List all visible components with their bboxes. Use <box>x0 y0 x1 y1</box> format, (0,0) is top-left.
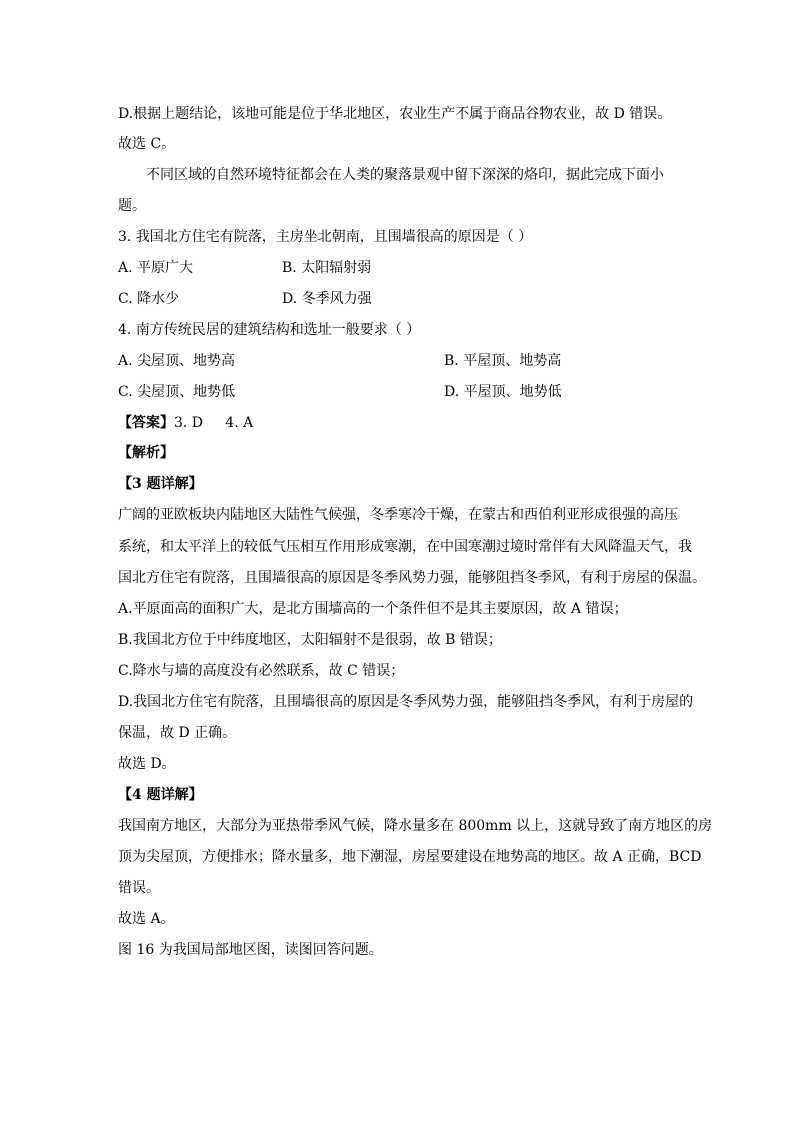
q3-detail-line-6: C.降水与墙的高度没有必然联系，故 C 错误； <box>118 663 405 679</box>
question-3-option-a: A. 平原广大 <box>118 260 194 276</box>
q3-detail-line-9: 故选 D。 <box>118 756 176 772</box>
q3-detail-line-4: A.平原面高的面积广大，是北方围墙高的一个条件但不是其主要原因，故 A 错误； <box>118 601 628 617</box>
answer-label: 【答案】 <box>118 415 174 431</box>
q3-detail-line-5: B.我国北方位于中纬度地区，太阳辐射不是很弱，故 B 错误； <box>118 632 502 648</box>
question-4-option-c: C. 尖屋顶、地势低 <box>118 384 236 400</box>
next-question-intro: 图 16 为我国局部地区图，读图回答问题。 <box>118 942 383 958</box>
q3-detail-line-1: 广阔的亚欧板块内陆地区大陆性气候强，冬季寒冷干燥，在蒙古和西伯利亚形成很强的高压 <box>118 507 678 523</box>
q4-detail-line-3: 错误。 <box>118 880 160 896</box>
answer-text: 3. D 4. A <box>174 415 254 431</box>
q4-detail-line-1: 我国南方地区，大部分为亚热带季风气候，降水量多在 800mm 以上，这就导致了南方地区的房 <box>118 818 713 834</box>
analysis-label: 【解析】 <box>118 445 174 461</box>
intro-line-1: 不同区域的自然环境特征都会在人类的聚落景观中留下深深的烙印，据此完成下面小 <box>146 167 664 183</box>
q3-detail-line-3: 国北方住宅有院落，且围墙很高的原因是冬季风势力强，能够阻挡冬季风，有利于房屋的保温。 <box>118 570 706 586</box>
intro-line-2: 题。 <box>118 198 146 214</box>
prev-answer: 故选 C。 <box>118 136 176 152</box>
question-4-option-b: B. 平屋顶、地势高 <box>444 353 562 369</box>
q4-detail-line-4: 故选 A。 <box>118 911 175 927</box>
question-4-option-d: D. 平屋顶、地势低 <box>444 384 562 400</box>
question-4-stem: 4. 南方传统民居的建筑结构和选址一般要求（ ） <box>118 322 421 338</box>
prev-option-d-explanation: D.根据上题结论，该地可能是位于华北地区，农业生产不属于商品谷物农业，故 D 错误。 <box>118 106 672 122</box>
question-3-option-c: C. 降水少 <box>118 291 180 307</box>
q3-detail-line-8: 保温，故 D 正确。 <box>118 725 237 741</box>
question-3-option-b: B. 太阳辐射弱 <box>282 260 372 276</box>
answer-line <box>118 413 253 433</box>
question-3-detail-label: 【3 题详解】 <box>118 476 203 492</box>
q3-detail-line-7: D.我国北方住宅有院落，且围墙很高的原因是冬季风势力强，能够阻挡冬季风，有利于房屋的 <box>118 694 694 710</box>
q4-detail-line-2: 顶为尖屋顶，方便排水；降水量多，地下潮湿，房屋要建设在地势高的地区。故 A 正确，BCD <box>118 849 702 865</box>
question-3-option-d: D. 冬季风力强 <box>282 291 372 307</box>
question-3-stem: 3. 我国北方住宅有院落，主房坐北朝南，且围墙很高的原因是（ ） <box>118 229 533 245</box>
question-4-option-a: A. 尖屋顶、地势高 <box>118 353 236 369</box>
q3-detail-line-2: 系统，和太平洋上的较低气压相互作用形成寒潮，在中国寒潮过境时常伴有大风降温天气，我 <box>118 539 692 555</box>
question-4-detail-label: 【4 题详解】 <box>118 787 203 803</box>
